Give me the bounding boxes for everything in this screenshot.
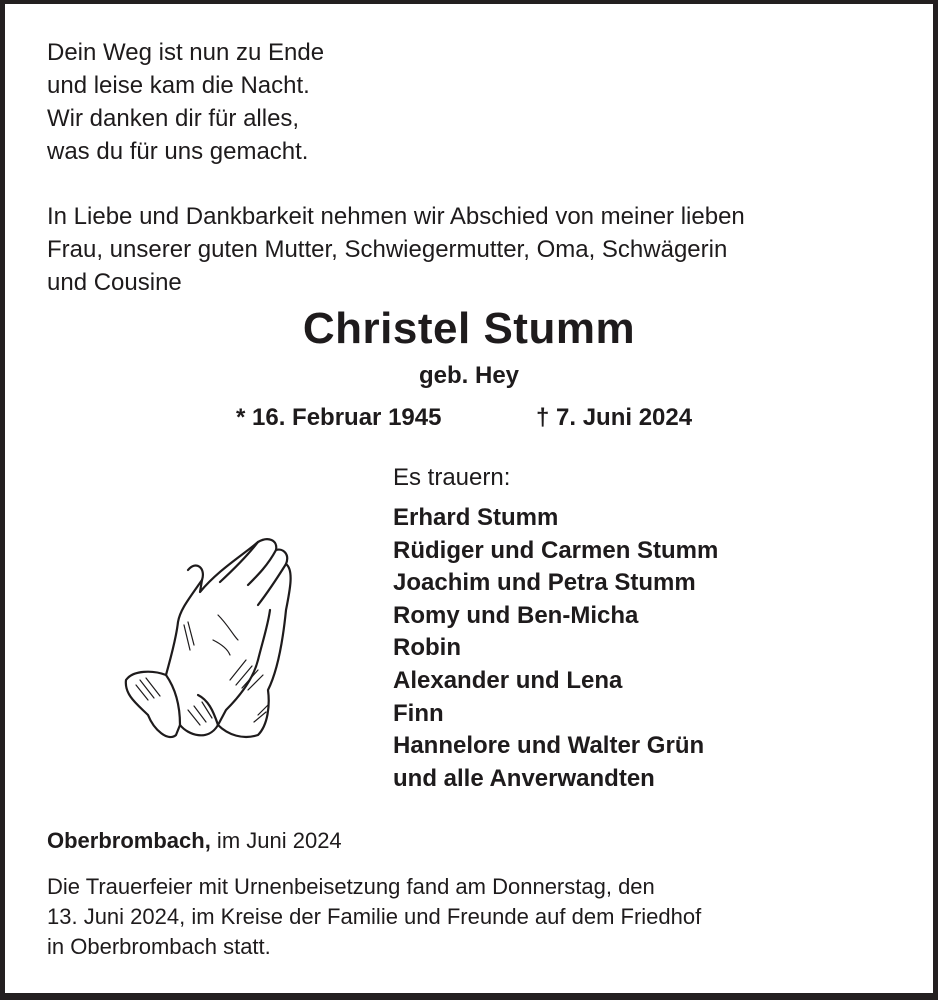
intro-line: In Liebe und Dankbarkeit nehmen wir Abschied von meiner lieben [47, 203, 745, 230]
poem-line: was du für uns gemacht. [47, 138, 309, 165]
mourner-name: Erhard Stumm [393, 504, 559, 531]
mourner-name: und alle Anverwandten [393, 764, 655, 792]
birth-name: geb. Hey [418, 362, 520, 389]
praying-hands-icon [118, 530, 298, 750]
deceased-name: Christel Stumm [302, 304, 636, 353]
funeral-notice [47, 872, 701, 962]
mourner-name: Robin [393, 634, 461, 662]
mourner-name: Hannelore und Walter Grün [393, 732, 705, 760]
place-date [47, 828, 342, 854]
mourners-label: Es trauern: [393, 464, 511, 491]
mourner-name: Romy und Ben-Micha [393, 601, 639, 629]
mourner-name: Joachim und Petra Stumm [393, 569, 696, 597]
death-date: † 7. Juni 2024 [536, 404, 693, 431]
place-name: Oberbrombach, [47, 828, 211, 853]
intro-text [47, 200, 745, 299]
funeral-line: 13. Juni 2024, im Kreise der Familie und Freunde auf dem Friedhof [47, 904, 702, 929]
poem-line: Dein Weg ist nun zu Ende [47, 39, 325, 66]
mourner-name: Rüdiger und Carmen Stumm [393, 536, 719, 564]
mourner-name: Finn [393, 699, 444, 727]
funeral-line: in Oberbrombach statt. [47, 934, 271, 959]
poem [47, 36, 324, 168]
poem-line: Wir danken dir für alles, [47, 105, 300, 132]
intro-line: und Cousine [47, 269, 182, 296]
date-text: im Juni 2024 [210, 828, 342, 853]
mourners-list [393, 502, 718, 795]
intro-line: Frau, unserer guten Mutter, Schwiegermutter, Oma, Schwägerin [47, 236, 728, 263]
birth-date: * 16. Februar 1945 [236, 404, 442, 431]
poem-line: und leise kam die Nacht. [47, 72, 310, 99]
mourner-name: Alexander und Lena [393, 666, 623, 694]
funeral-line: Die Trauerfeier mit Urnenbeisetzung fand am Donnerstag, den [47, 874, 655, 899]
